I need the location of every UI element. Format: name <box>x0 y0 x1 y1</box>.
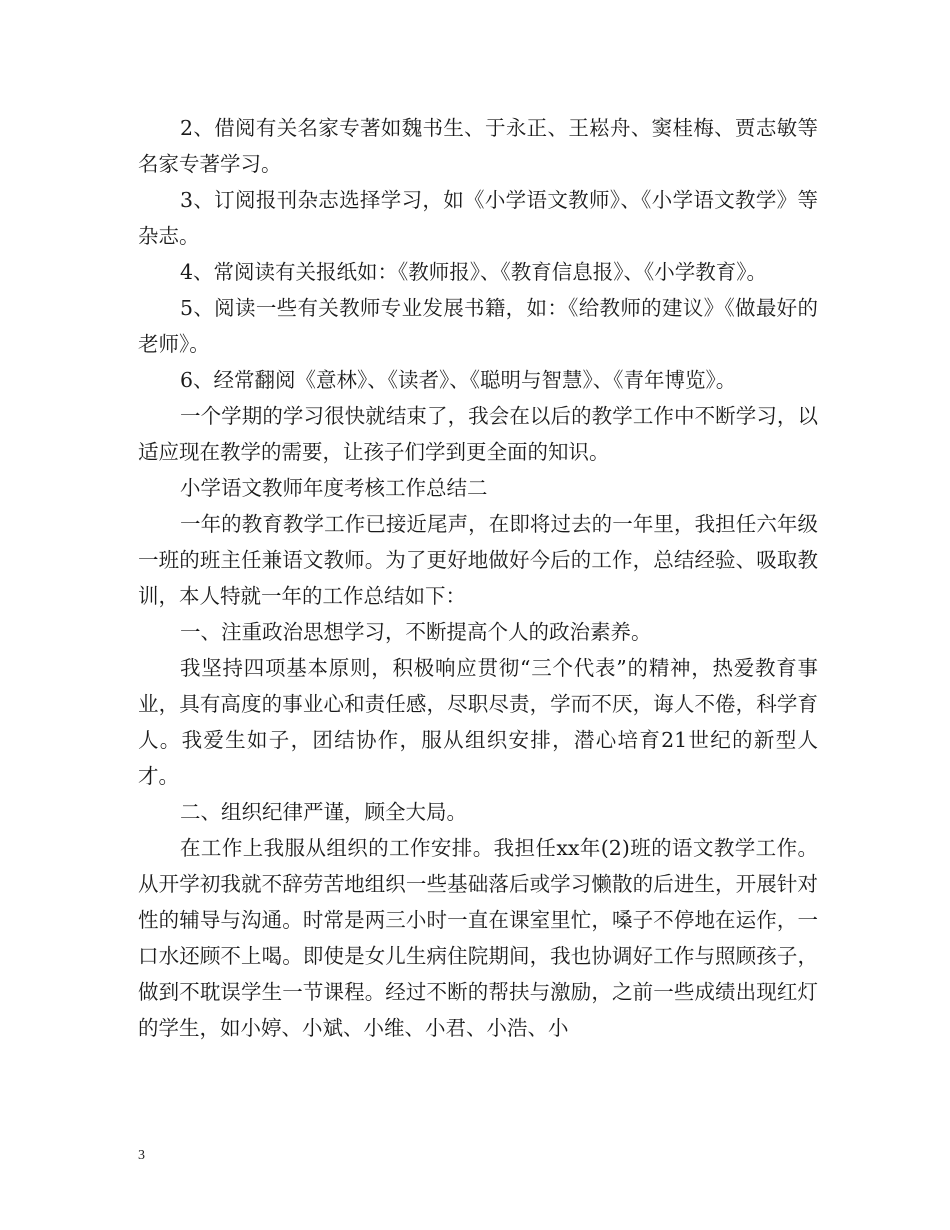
paragraph-4: 5、阅读一些有关教师专业发展书籍，如：《给教师的建议》《做最好的老师》。 <box>138 296 818 356</box>
section-heading: 小学语文教师年度考核工作总结二 <box>180 476 488 500</box>
paragraph-12: 在工作上我服从组织的工作安排。我担任xx年(2)班的语文教学工作。从开学初我就不辞劳苦地组织一些基础落后或学习懒散的后进生，开展针对性的辅导与沟通。时常是两三小时一直在课室里忙，嗓子不停地在运作，一口水还顾不上喝。即使是女儿生病住院期间，我也协调好工作与照顾孩子，做到不耽误学生一节课程。经过不断的帮扶与激励，之前一些成绩出现红灯的学生，如小婷、小斌、小维、小君、小浩、小 <box>138 836 818 1040</box>
paragraph-10: 我坚持四项基本原则，积极响应贯彻“三个代表”的精神，热爱教育事业，具有高度的事业心和责任感，尽职尽责，学而不厌，诲人不倦，科学育人。我爱生如子，团结协作，服从组织安排，潜心培育21世纪的新型人才。 <box>138 656 818 788</box>
document-body <box>138 110 818 1046</box>
paragraph-8: 一年的教育教学工作已接近尾声，在即将过去的一年里，我担任六年级一班的班主任兼语文教师。为了更好地做好今后的工作，总结经验、吸取教训，本人特就一年的工作总结如下： <box>138 512 818 608</box>
paragraph-6: 一个学期的学习很快就结束了，我会在以后的教学工作中不断学习，以适应现在教学的需要，让孩子们学到更全面的知识。 <box>138 404 818 464</box>
subheading-1: 一、注重政治思想学习，不断提高个人的政治素养。 <box>180 620 652 644</box>
subheading-2: 二、组织纪律严谨，顾全大局。 <box>180 800 467 824</box>
paragraph-5: 6、经常翻阅《意林》、《读者》、《聪明与智慧》、《青年博览》。 <box>180 368 737 392</box>
paragraph-3: 4、常阅读有关报纸如：《教师报》、《教育信息报》、《小学教育》。 <box>180 260 768 284</box>
paragraph-1: 2、借阅有关名家专著如魏书生、于永正、王崧舟、窦桂梅、贾志敏等名家专著学习。 <box>138 116 818 176</box>
paragraph-2: 3、订阅报刊杂志选择学习，如《小学语文教师》、《小学语文教学》等杂志。 <box>138 188 818 248</box>
page-number: 3 <box>138 1148 145 1163</box>
